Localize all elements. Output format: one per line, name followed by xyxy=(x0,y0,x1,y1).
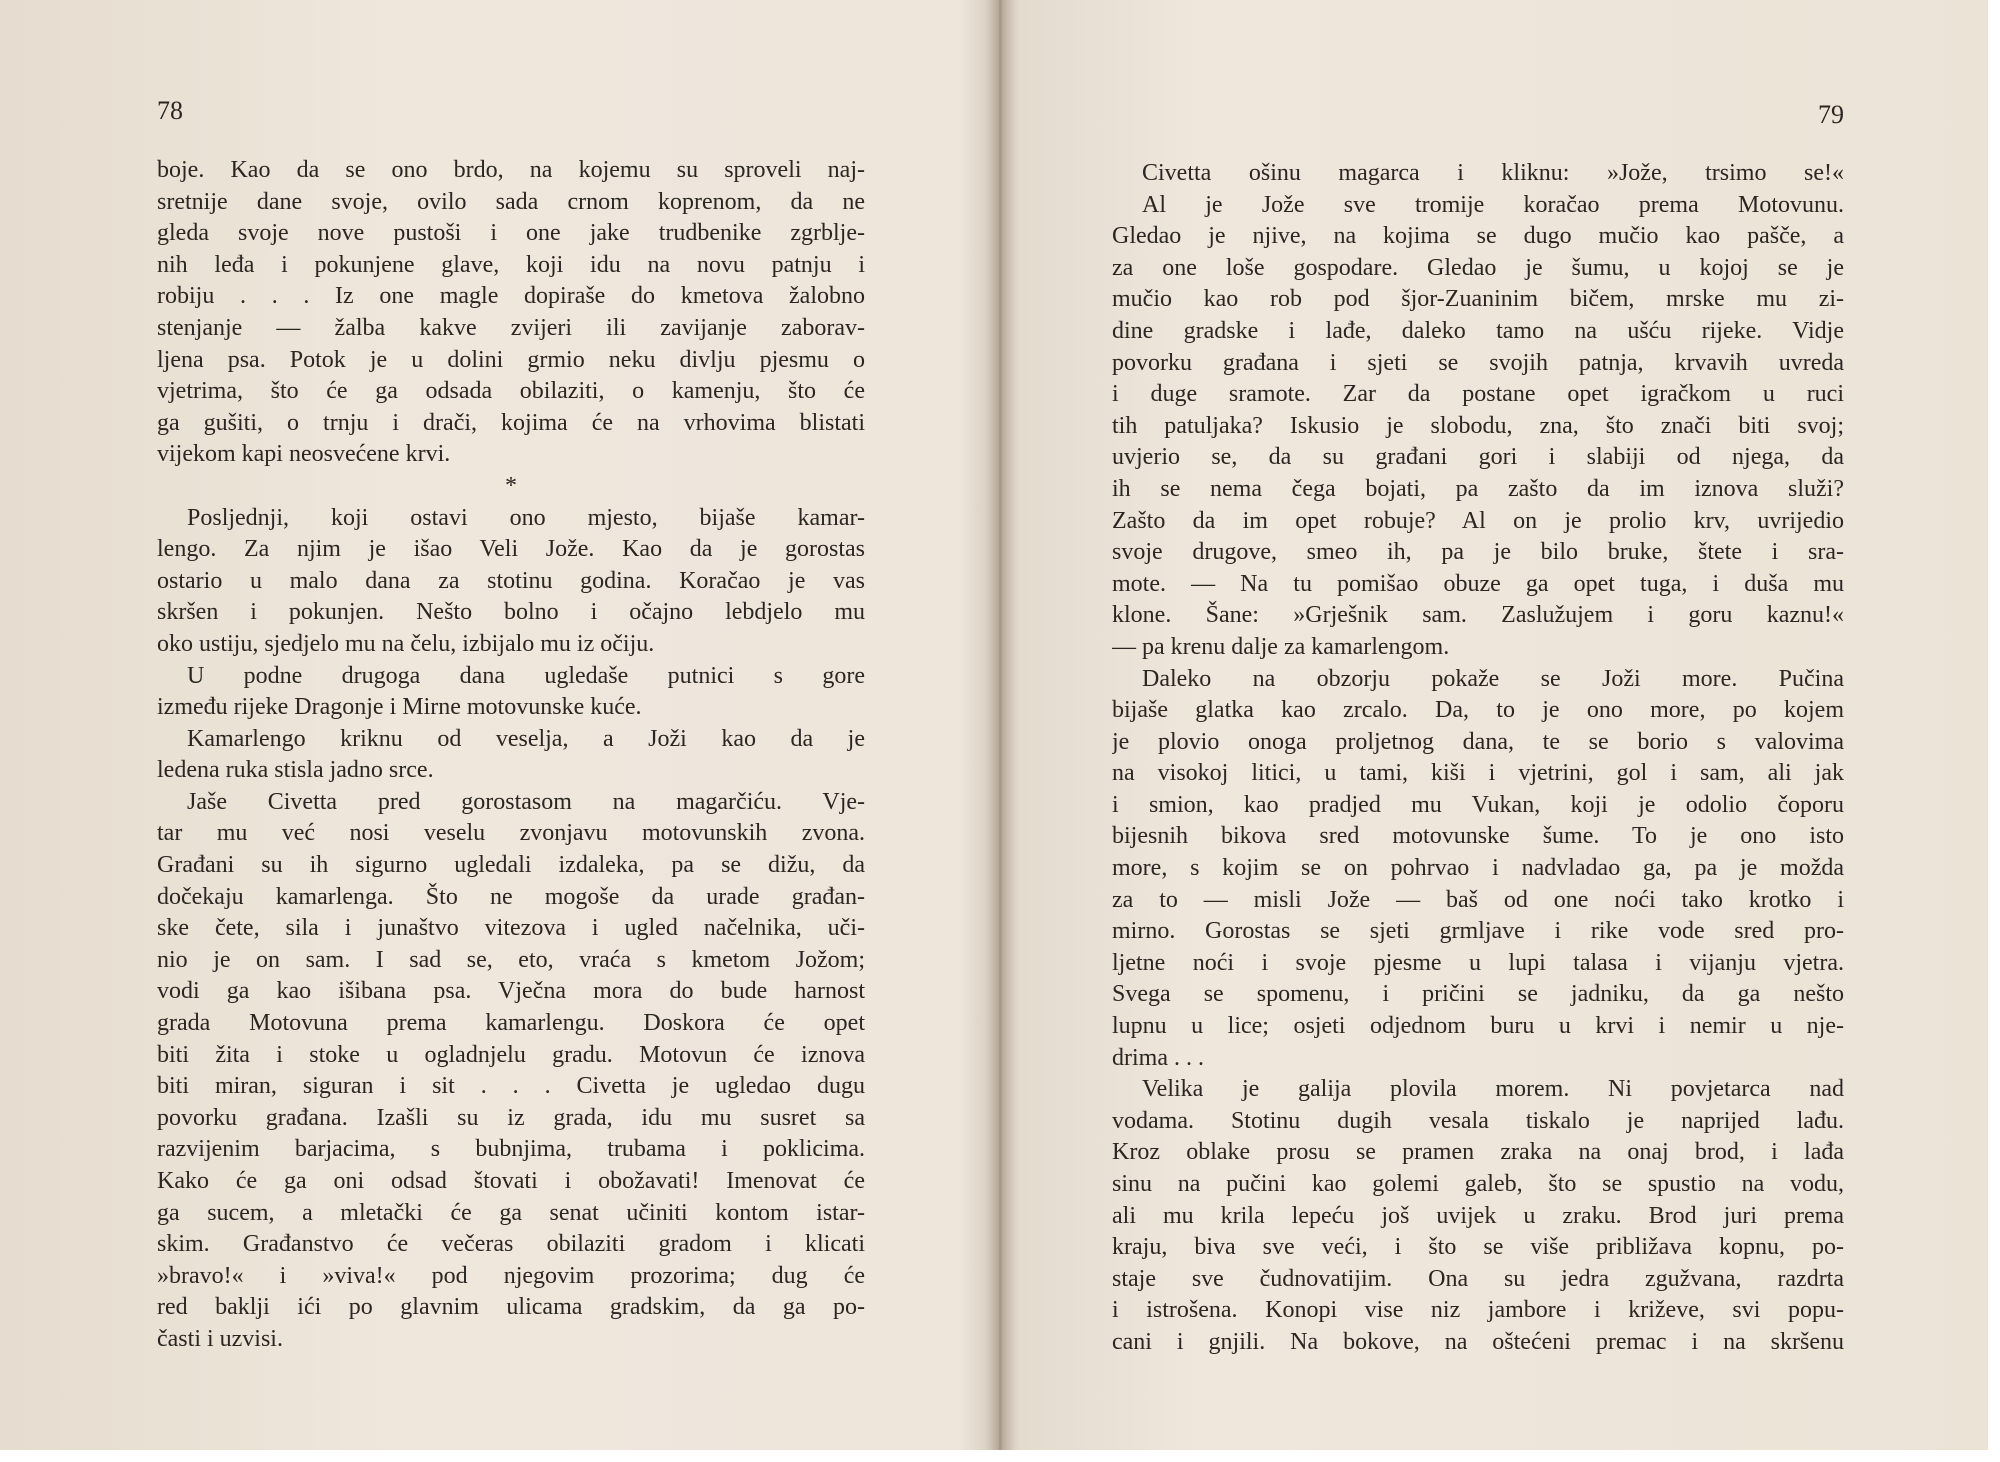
text-line: robiju . . . Iz one magle dopiraše do kmetova žalobno xyxy=(157,283,865,310)
text-line: svoje drugove, smeo ih, pa je bilo bruke, štete i sra- xyxy=(1112,539,1844,566)
left-page-text xyxy=(157,155,865,1356)
text-line: »bravo!« i »viva!« pod njegovim prozorima; dug će xyxy=(157,1262,865,1289)
text-line: ljetne noći i svoje pjesme u lupi talasa i vijanju vjetra. xyxy=(1112,949,1844,976)
text-line: tar mu već nosi veselu zvonjavu motovunskih zvona. xyxy=(157,820,865,847)
text-line: Civetta ošinu magarca i kliknu: »Jože, trsimo se!« xyxy=(1142,160,1844,186)
text-line: stenjanje — žalba kakve zvijeri ili zavijanje zaborav- xyxy=(157,314,865,341)
text-line: vodi ga kao išibana psa. Vječna mora do bude harnost xyxy=(157,978,865,1005)
text-line: Zašto da im opet robuje? Al on je prolio krv, uvrijedio xyxy=(1112,507,1844,534)
text-line: sretnije dane svoje, ovilo sada crnom koprenom, da ne xyxy=(157,188,865,215)
text-line: Gledao je njive, na kojima se dugo mučio kao pašče, a xyxy=(1112,223,1844,250)
text-line: povorku građana. Izašli su iz grada, idu mu susret sa xyxy=(157,1104,865,1131)
scan-margin-bottom xyxy=(0,1450,2000,1462)
text-line: skim. Građanstvo će večeras obilaziti gradom i klicati xyxy=(157,1231,865,1258)
text-line: Daleko na obzorju pokaže se Joži more. Pučina xyxy=(1142,665,1844,692)
text-line: Velika je galija plovila morem. Ni povjetarca nad xyxy=(1142,1076,1844,1103)
page-number-right: 79 xyxy=(1818,100,1844,129)
text-line: uvjerio se, da su građani gori i slabiji od njega, da xyxy=(1112,444,1844,471)
text-line: lupnu u lice; osjeti odjednom buru u krvi i nemir u nje- xyxy=(1112,1013,1844,1040)
text-line: oko ustiju, sjedjelo mu na čelu, izbijalo mu iz očiju. xyxy=(157,630,655,657)
text-line: ostario u malo dana za stotinu godina. Koračao je vas xyxy=(157,567,865,594)
text-line: klone. Šane: »Grješnik sam. Zaslužujem i goru kaznu!« xyxy=(1112,602,1844,629)
text-line: drima . . . xyxy=(1112,1044,1204,1071)
scan-margin-right xyxy=(1988,0,2000,1462)
text-line: na visokoj litici, u tami, kiši i vjetrini, gol i sam, ali jak xyxy=(1112,760,1844,787)
text-line: i duge sramote. Zar da postane opet igračkom u ruci xyxy=(1112,381,1844,408)
text-line: biti žita i stoke u ogladnjelu gradu. Motovun će iznova xyxy=(157,1041,865,1068)
text-line: između rijeke Dragonje i Mirne motovunske kuće. xyxy=(157,694,642,721)
left-page xyxy=(0,0,990,1462)
text-line: dine gradske i lađe, daleko tamo na ušću rijeke. Vidje xyxy=(1112,317,1844,344)
right-page xyxy=(1000,0,2000,1462)
page-number-left: 78 xyxy=(157,96,183,125)
text-line: nio je on sam. I sad se, eto, vraća s kmetom Jožom; xyxy=(157,946,865,973)
text-line: bijesnih bikova sred motovunske šume. To je ono isto xyxy=(1112,823,1844,850)
text-line: mučio kao rob pod šjor-Zuaninim bičem, mrske mu zi- xyxy=(1112,286,1844,313)
text-line: vjetrima, što će ga odsada obilaziti, o kamenju, što će xyxy=(157,378,865,405)
text-line: red baklji ići po glavnim ulicama gradskim, da ga po- xyxy=(157,1294,865,1321)
text-line: Kroz oblake prosu se pramen zraka na onaj brod, i lađa xyxy=(1112,1139,1844,1166)
text-line: časti i uzvisi. xyxy=(157,1325,283,1352)
text-line: Građani su ih sigurno ugledali izdaleka, pa se dižu, da xyxy=(157,852,865,879)
text-line: vijekom kapi neosvećene krvi. xyxy=(157,441,451,468)
text-line: ljena psa. Potok je u dolini grmio neku divlju pjesmu o xyxy=(157,346,865,373)
text-line: kraju, biva sve veći, i što se više približava kopnu, po- xyxy=(1112,1234,1844,1261)
text-line: Kako će ga oni odsad štovati i obožavati! Imenovat će xyxy=(157,1168,865,1194)
text-line: dočekaju kamarlenga. Što ne mogoše da urade građan- xyxy=(157,883,865,910)
text-line: mote. — Na tu pomišao obuze ga opet tuga, i duša mu xyxy=(1112,570,1844,597)
text-line: * xyxy=(505,472,517,499)
text-line: skršen i pokunjen. Nešto bolno i očajno lebdjelo mu xyxy=(157,599,865,626)
text-line: nih leđa i pokunjene glave, koji idu na novu patnju i xyxy=(157,251,865,278)
text-line: ledena ruka stisla jadno srce. xyxy=(157,757,434,784)
text-line: boje. Kao da se ono brdo, na kojemu su sproveli naj- xyxy=(157,157,865,183)
text-line: Posljednji, koji ostavi ono mjesto, bijaše kamar- xyxy=(187,504,865,531)
right-page-text xyxy=(1112,158,1844,1359)
text-line: sinu na pučini kao golemi galeb, što se spustio na vodu, xyxy=(1112,1171,1844,1197)
text-line: Al je Jože sve tromije koračao prema Motovunu. xyxy=(1142,191,1844,218)
text-line: — pa krenu dalje za kamarlengom. xyxy=(1112,633,1450,660)
text-line: ga gušiti, o trnju i drači, kojima će na vrhovima blistati xyxy=(157,409,865,436)
text-line: Jaše Civetta pred gorostasom na magarčiću. Vje- xyxy=(187,788,865,815)
text-line: za to — misli Jože — baš od one noći tako krotko i xyxy=(1112,886,1844,913)
text-line: grada Motovuna prema kamarlengu. Doskora će opet xyxy=(157,1010,865,1037)
text-line: i smion, kao pradjed mu Vukan, koji je odolio čoporu xyxy=(1112,791,1844,818)
text-line: bijaše glatka kao zrcalo. Da, to je ono more, po kojem xyxy=(1112,697,1844,724)
text-line: gleda svoje nove pustoši i one jake trudbenike zgrblje- xyxy=(157,220,865,247)
text-line: vodama. Stotinu dugih vesala tiskalo je naprijed lađu. xyxy=(1112,1107,1844,1134)
text-line: biti miran, siguran i sit . . . Civetta je ugledao dugu xyxy=(157,1073,865,1100)
text-line: je plovio onoga proljetnog dana, te se borio s valovima xyxy=(1112,728,1844,755)
text-line: razvijenim barjacima, s bubnjima, trubama i poklicima. xyxy=(157,1136,865,1163)
text-line: povorku građana i sjeti se svojih patnja, krvavih uvreda xyxy=(1112,349,1844,376)
text-line: more, s kojim se on pohrvao i nadvladao ga, pa je možda xyxy=(1112,855,1844,882)
text-line: za one loše gospodare. Gledao je šumu, u kojoj se je xyxy=(1112,254,1844,281)
text-line: i istrošena. Konopi vise niz jambore i križeve, svi popu- xyxy=(1112,1297,1844,1324)
text-line: ali mu krila lepeću još uvijek u zraku. Brod juri prema xyxy=(1112,1202,1844,1229)
text-line: tih patuljaka? Iskusio je slobodu, zna, što znači biti svoj; xyxy=(1112,412,1844,439)
text-line: lengo. Za njim je išao Veli Jože. Kao da je gorostas xyxy=(157,536,865,563)
text-line: U podne drugoga dana ugledaše putnici s gore xyxy=(187,662,865,689)
text-line: ih se nema čega bojati, pa zašto da im iznova služi? xyxy=(1112,475,1844,502)
text-line: mirno. Gorostas se sjeti grmljave i rike vode sred pro- xyxy=(1112,918,1844,945)
text-line: Svega se spomenu, i pričini se jadniku, da ga nešto xyxy=(1112,981,1844,1008)
text-line: Kamarlengo kriknu od veselja, a Joži kao da je xyxy=(187,725,865,752)
text-line: cani i gnjili. Na bokove, na oštećeni premac i na skršenu xyxy=(1112,1328,1844,1355)
text-line: ske čete, sila i junaštvo vitezova i ugled načelnika, uči- xyxy=(157,915,865,942)
text-line: staje sve čudnovatijim. Ona su jedra zgužvana, razdrta xyxy=(1112,1265,1844,1292)
text-line: ga sucem, a mletački će ga senat učiniti kontom istar- xyxy=(157,1199,865,1226)
